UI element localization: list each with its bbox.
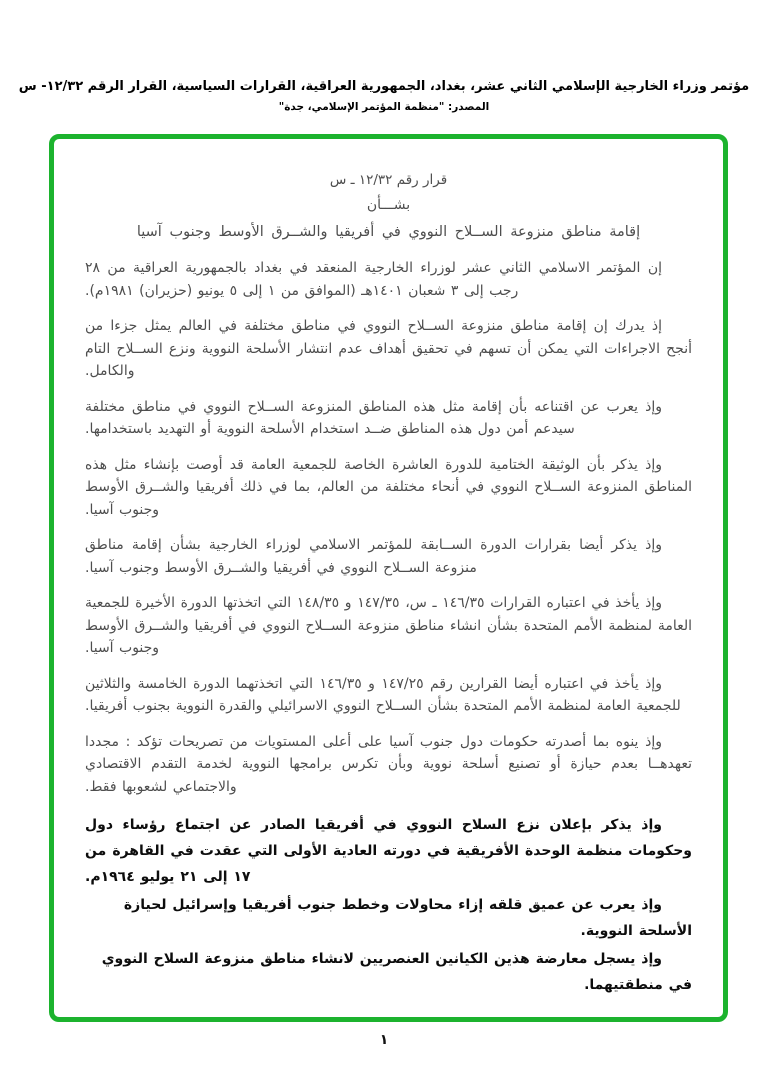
bold-paragraph: وإذ يسجل معارضة هذين الكيانين العنصريين لانشاء مناطق منزوعة السلاح النووي في منطقتيهما. [101,951,692,993]
body-paragraph: وإذ يأخذ في اعتباره القرارات ١٤٦/٣٥ ـ س، ١٤٧/٣٥ و ١٤٨/٣٥ التي اتخذتها الدورة الأخيرة للجمعية العامة لمنظمة الأمم المتحدة بشأن انشاء مناطق منزوعة الســلاح النووي في أفريقيا والشــرق الأوسط وجنوب آسيا. [85,595,692,656]
scanned-page-frame [49,134,728,1022]
resolution-regarding: بشـــأن [366,197,411,213]
resolution-title-block [85,171,692,242]
body-paragraph: وإذ يذكر أيضا بقرارات الدورة الســابقة للمؤتمر الاسلامي لوزراء الخارجية بشأن إقامة مناطق منزوعة الســلاح النووي في أفريقيا والشــرق الأوسط وجنوب آسيا. [85,537,662,576]
body-paragraph: إذ يدرك إن إقامة مناطق منزوعة الســلاح النووي في مناطق مختلفة في العالم يمثل جزءا من أنجح الاجراءات التي يمكن أن تسهم في تحقيق أهداف عدم انتشار الأسلحة النووية ونزع الســلاح التام والكامل. [85,318,692,379]
resolution-number: قرار رقم ١٢/٣٢ ـ س [329,172,448,188]
body-paragraph: إن المؤتمر الاسلامي الثاني عشر لوزراء الخارجية المنعقد في بغداد بالجمهورية العراقية من ٢٨ رجب إلى ٣ شعبان ١٤٠١هـ (الموافق من ١ إلى ٥ يونيو (حزيران) ١٩٨١م). [85,260,662,299]
body-paragraph: وإذ يأخذ في اعتباره أيضا القرارين رقم ١٤٧/٢٥ و ١٤٦/٣٥ التي اتخذتهما الدورة الخامسة والثلاثين للجمعية العامة لمنظمة الأمم المتحدة بشأن الســلاح النووي الاسرائيلي والقدرة النووية بجنوب أفريقيا. [85,675,681,714]
body-paragraph: وإذ ينوه بما أصدرته حكومات دول جنوب آسيا على أعلى المستويات من تصريحات تؤكد : مجددا تعهدهــا بعدم حيازة أو تصنيع أسلحة نووية وبأن تكرس برامجها النووية لخدمة التقدم الاقتصادي والاجتماعي لشعوبها فقط. [85,733,692,795]
header-title: مؤتمر وزراء الخارجية الإسلامي الثاني عشر، بغداد، الجمهورية العراقية، القرارات السياسية، القرار الرقم ١٢/٣٢- س [18,79,750,94]
body-paragraph: وإذ يعرب عن اقتناعه بأن إقامة مثل هذه المناطق المنزوعة الســلاح النووي في مناطق مختلفة سيدعم أمن دول هذه المناطق ضــد استخدام الأسلحة النووية أو التهديد باستخدامها. [85,398,662,437]
document-header [0,78,768,114]
resolution-subject: إقامة مناطق منزوعة الســلاح النووي في أفريقيا والشــرق الأوسط وجنوب آسيا [136,224,641,240]
page-number: ١ [379,1032,389,1048]
bold-paragraph: وإذ يعرب عن عميق قلقه إزاء محاولات وخطط جنوب أفريقيا وإسرائيل لحيازة الأسلحة النووية. [123,897,692,939]
header-source: المصدر: "منظمة المؤتمر الإسلامي، جدة" [278,101,490,113]
bold-paragraph: وإذ يذكر بإعلان نزع السلاح النووي في أفريقيا الصادر عن اجتماع رؤساء دول وحكومات منظمة الوحدة الأفريقية في دورته العادية الأولى التي عقدت في القاهرة من ١٧ إلى ٢١ يوليو ١٩٦٤م. [85,817,692,885]
body-paragraph: وإذ يذكر بأن الوثيقة الختامية للدورة العاشرة الخاصة للجمعية العامة قد أوصت بإنشاء مثل هذه المناطق المنزوعة الســلاح النووي في أنحاء مختلفة من العالم، بما في ذلك أفريقيا والشــرق الأوسط وجنوب آسيا. [85,456,692,518]
